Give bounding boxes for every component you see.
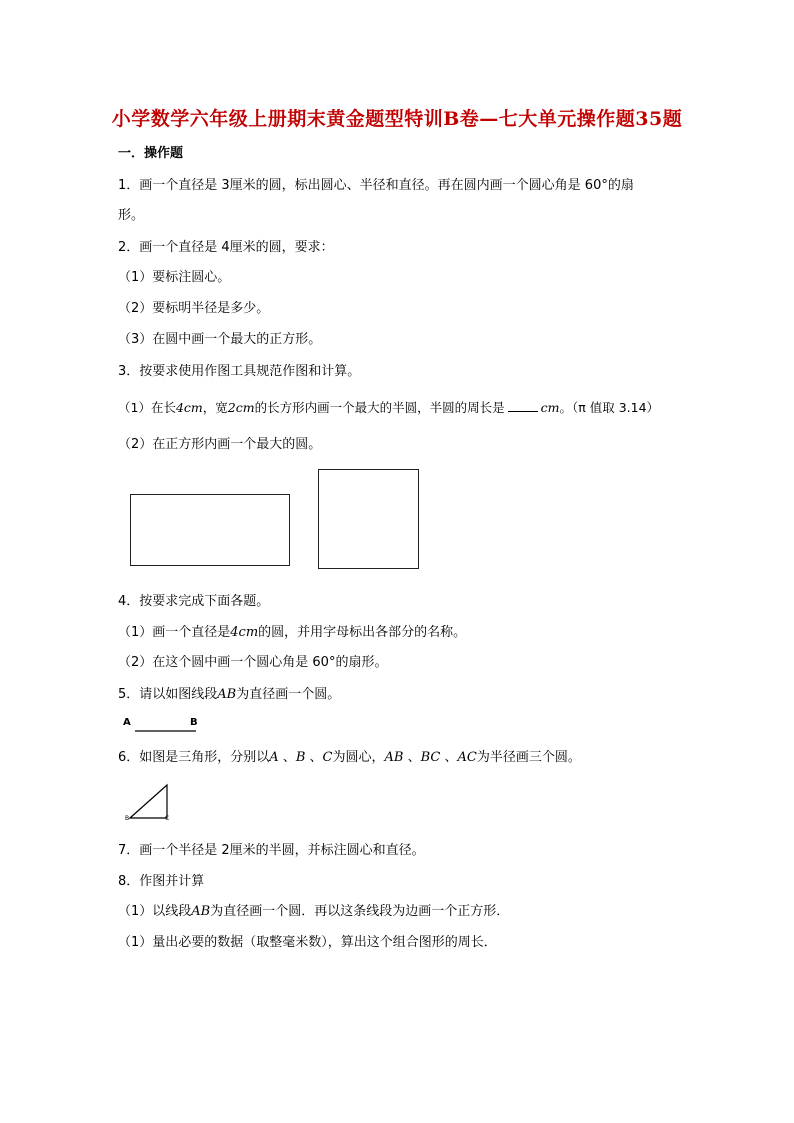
q7-text: 7．画一个半径是 2厘米的半圆，并标注圆心和直径。 xyxy=(118,843,425,858)
q6-seg-ac: AC xyxy=(457,750,477,765)
q3-part1-pre: （1）在长 xyxy=(118,400,176,415)
q8-part2: （1）量出必要的数据（取整毫米数），算出这个组合图形的周长． xyxy=(118,935,497,950)
q8-stem: 8．作图并计算 xyxy=(118,874,205,889)
q5-pre: 5．请以如图线段 xyxy=(118,687,218,702)
q3-part1-mid2: 的长方形内画一个最大的半圆，半圆的周长是 xyxy=(254,400,505,415)
q6-sep2: 、 xyxy=(305,750,323,765)
q6-sep3: 、 xyxy=(403,750,421,765)
q6-sep1: 、 xyxy=(278,750,296,765)
q6-seg-ab: AB xyxy=(384,750,404,765)
segment-label-a: A xyxy=(123,717,131,728)
q6-mid: 为圆心， xyxy=(332,750,385,765)
q6-point-a: A xyxy=(269,750,279,765)
section-heading: 一．操作题 xyxy=(118,146,184,161)
q3-length-value: 4cm xyxy=(175,400,203,415)
q3-unit: cm xyxy=(540,400,560,415)
q4-stem: 4．按要求完成下面各题。 xyxy=(118,594,270,609)
triangle-label-b: B xyxy=(125,815,130,822)
q6-seg-bc: BC xyxy=(420,750,441,765)
q4-part1-pre: （1）画一个直径是 xyxy=(118,625,231,640)
q5-post: 为直径画一个圆。 xyxy=(236,687,341,702)
q3-stem: 3．按要求使用作图工具规范作图和计算。 xyxy=(118,364,361,379)
q4-diameter-value: 4cm xyxy=(230,625,259,640)
q8-segment-name: AB xyxy=(191,904,211,919)
q6-point-b: B xyxy=(295,750,306,765)
q2-item-2: （2）要标明半径是多少。 xyxy=(118,301,270,316)
q8-part1-post: 为直径画一个圆．再以这条线段为边画一个正方形． xyxy=(210,904,510,919)
triangle-shape xyxy=(130,785,167,818)
segment-label-b: B xyxy=(190,717,198,728)
q1-line1: 1．画一个直径是 3厘米的圆，标出圆心、半径和直径。再在圆内画一个圆心角是 60°的扇 xyxy=(118,178,634,193)
q8-part1 xyxy=(118,903,509,921)
q6-sep4: 、 xyxy=(440,750,458,765)
q4-part2: （2）在这个圆中画一个圆心角是 60°的扇形。 xyxy=(118,655,388,670)
triangle-label-c: C xyxy=(165,815,170,822)
q6-pre: 6．如图是三角形，分别以 xyxy=(118,750,270,765)
page-title: 小学数学六年级上册期末黄金题型特训B卷—七大单元操作题35题 xyxy=(111,108,683,130)
q6-post: 为半径画三个圆。 xyxy=(476,750,581,765)
q2-item-1: （1）要标注圆心。 xyxy=(118,270,231,285)
q3-part1-post: 。（π 值取 3.14） xyxy=(559,400,660,415)
q4-part1-post: 的圆，并用字母标出各部分的名称。 xyxy=(258,625,467,640)
q3-part1-mid1: ，宽 xyxy=(202,400,228,415)
q3-part2: （2）在正方形内画一个最大的圆。 xyxy=(118,437,322,452)
q5-segment-name: AB xyxy=(217,687,237,702)
q6-point-c: C xyxy=(322,750,333,765)
q2-stem: 2．画一个直径是 4厘米的圆，要求： xyxy=(118,240,334,255)
q2-item-3: （3）在圆中画一个最大的正方形。 xyxy=(118,332,322,347)
q8-part1-pre: （1）以线段 xyxy=(118,904,192,919)
q3-width-value: 2cm xyxy=(227,400,255,415)
q1-line2: 形。 xyxy=(118,208,145,223)
